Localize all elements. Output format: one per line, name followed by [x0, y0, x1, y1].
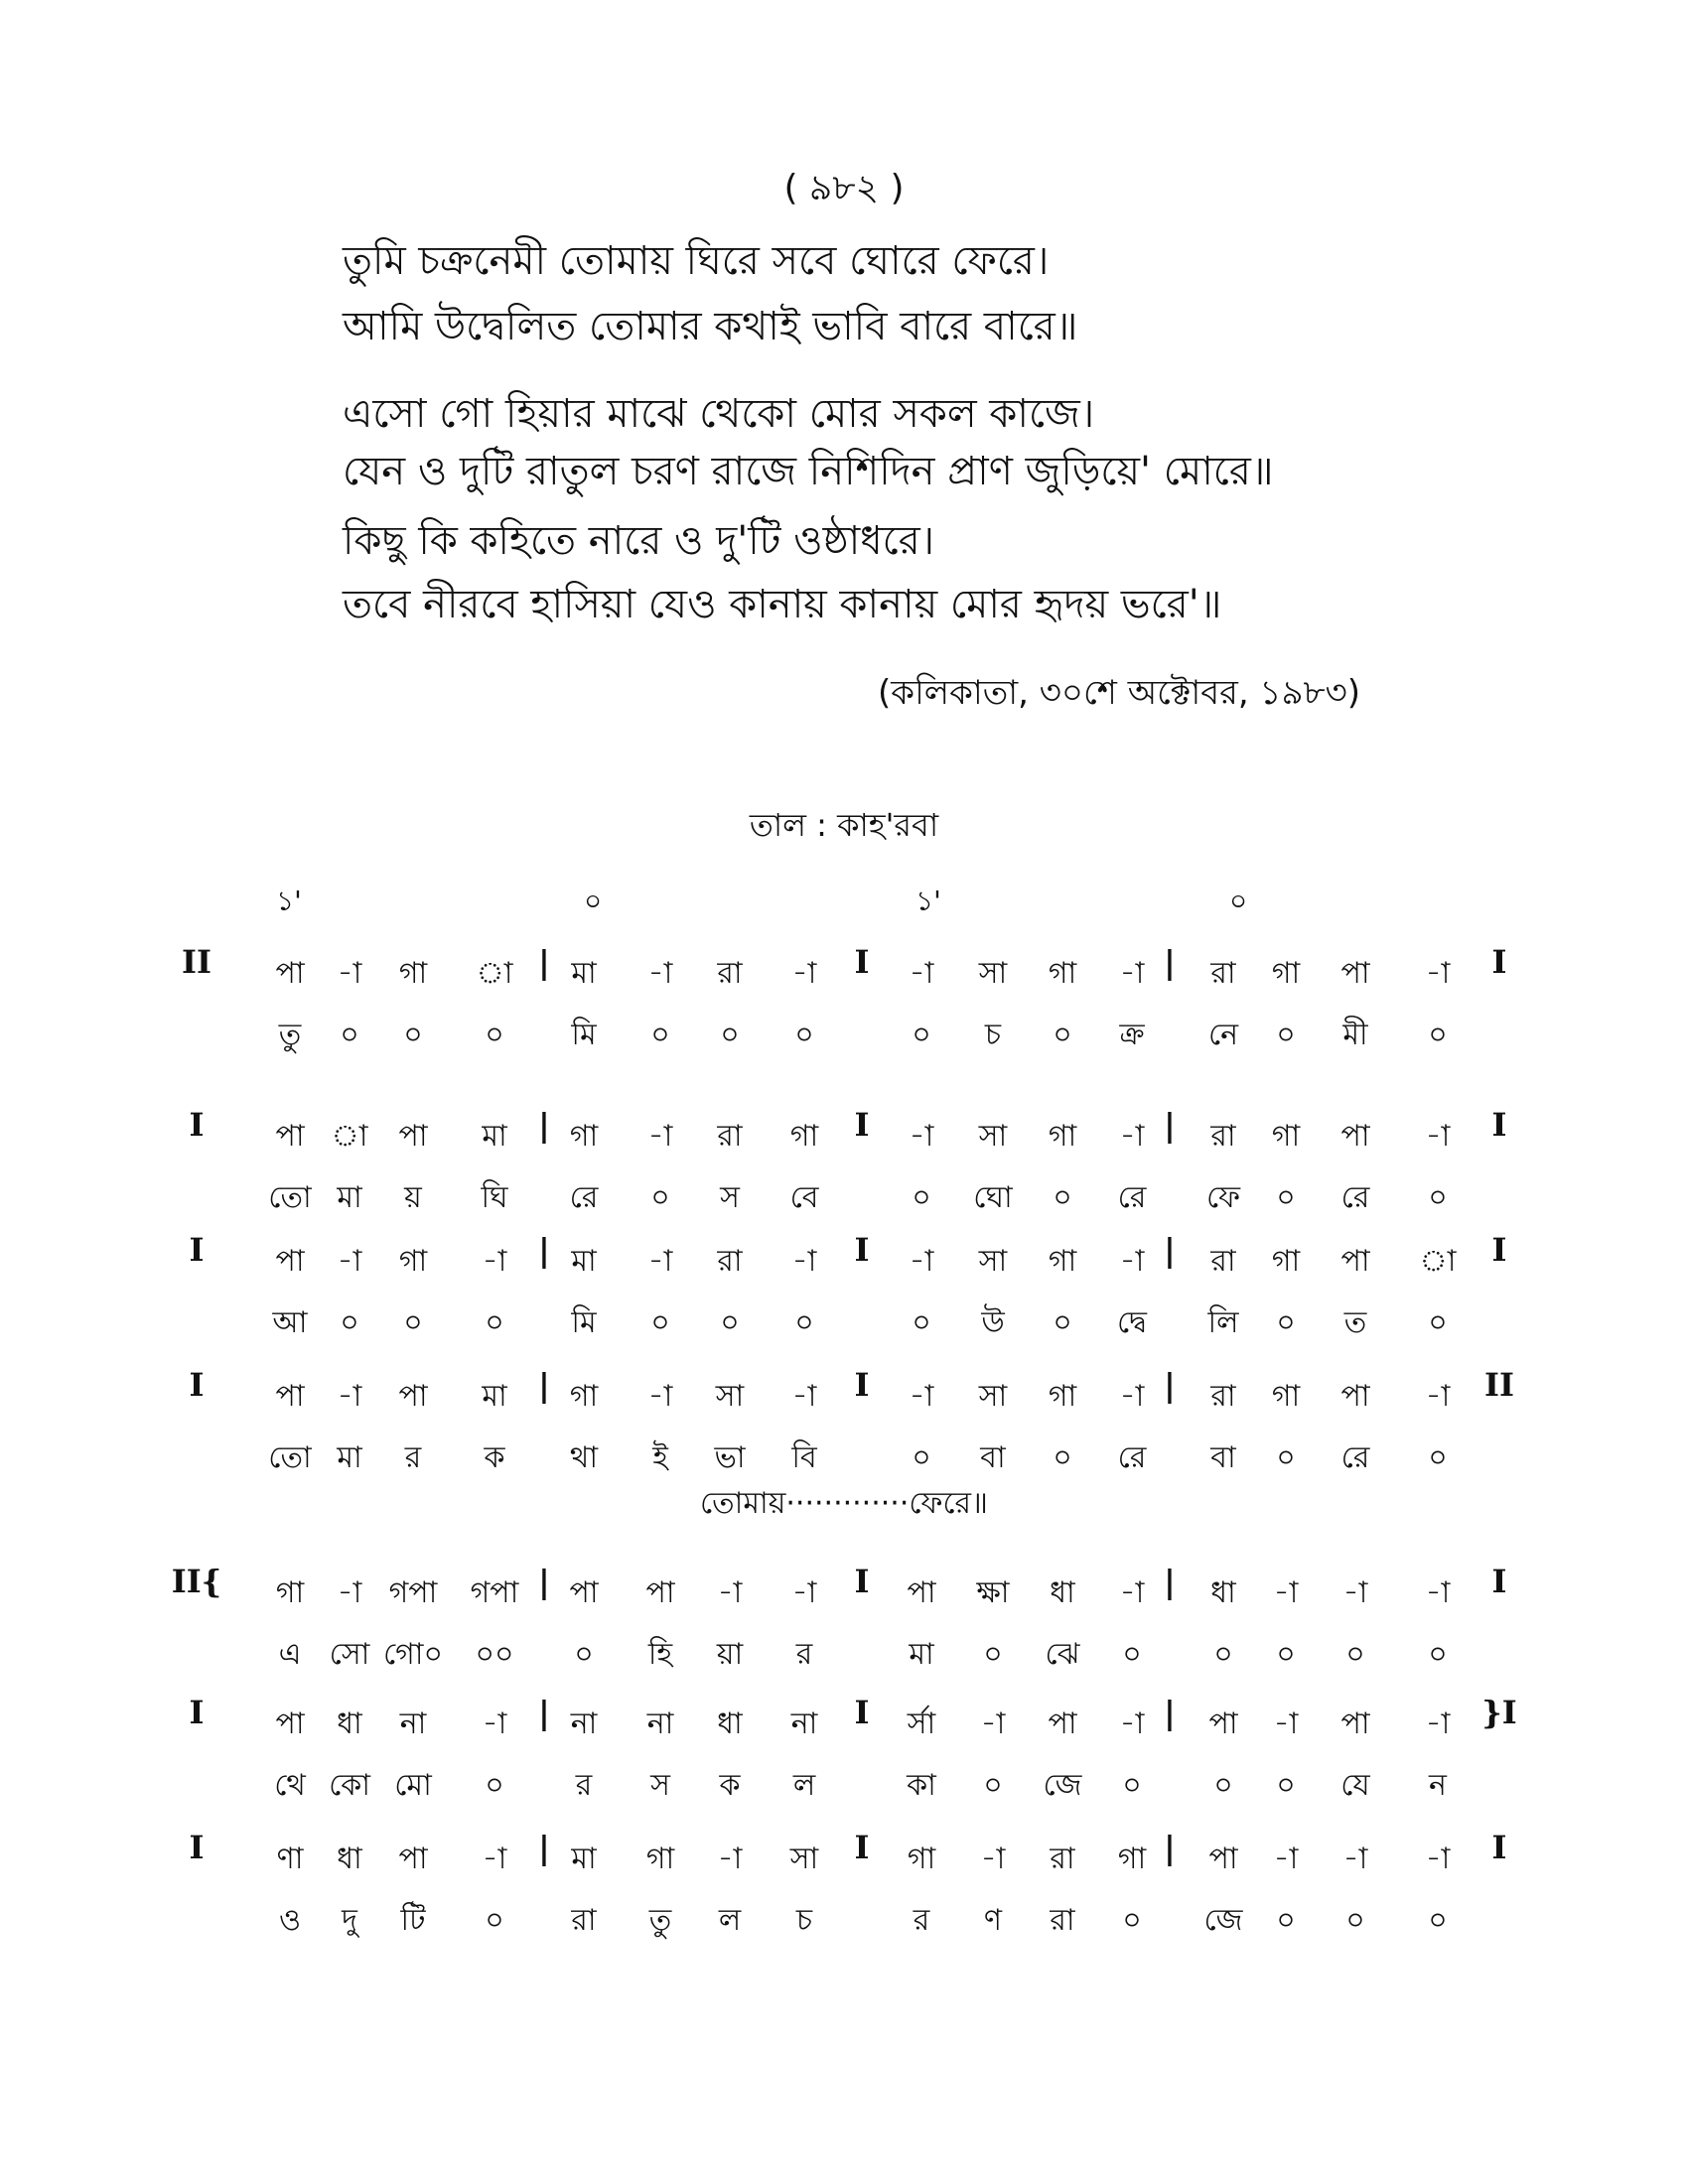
swara-note: -া	[1425, 1575, 1451, 1610]
taal-label: তাল : কাহ'রবা	[749, 806, 939, 844]
lyric-syllable: ০	[1276, 1637, 1296, 1672]
lyric-syllable: মা	[337, 1180, 362, 1215]
lyric-syllable: মী	[1342, 1018, 1368, 1052]
swara-note: -া	[1119, 1119, 1145, 1154]
lyric-syllable: ঝে	[1045, 1637, 1080, 1672]
lyric-syllable: ০	[983, 1768, 1003, 1803]
swara-note: -া	[482, 1842, 507, 1876]
lyric-syllable: রা	[571, 1903, 597, 1938]
lyric-syllable: দ্বে	[1116, 1305, 1148, 1340]
bar-line: |	[1164, 1563, 1176, 1600]
lyric-syllable: ই	[652, 1440, 668, 1475]
lyric-syllable: ও	[278, 1903, 302, 1938]
lyric-syllable: ০	[720, 1305, 740, 1340]
verse-line: তুমি চক্রনেমী তোমায় ঘিরে সবে ঘোরে ফেরে।	[343, 238, 1050, 284]
bar-line: I	[189, 1366, 205, 1404]
swara-note: -া	[647, 1379, 673, 1414]
swara-note: -া	[1273, 1706, 1299, 1741]
swara-note: -া	[717, 1842, 743, 1876]
lyric-syllable: য়	[404, 1180, 422, 1215]
swara-note: -া	[337, 1379, 362, 1414]
lyric-syllable: হি	[647, 1637, 673, 1672]
lyric-syllable: ০	[1428, 1180, 1448, 1215]
swara-note: -া	[1119, 956, 1145, 991]
swara-note: পা	[1340, 1379, 1370, 1414]
lyric-syllable: রে	[1340, 1180, 1370, 1215]
swara-note: সা	[978, 1244, 1008, 1279]
swara-note: -া	[337, 956, 362, 991]
swara-note: ধা	[1210, 1575, 1236, 1610]
swara-note: পা	[1208, 1842, 1238, 1876]
lyric-syllable: দু	[342, 1903, 357, 1938]
swara-note: পা	[398, 1379, 428, 1414]
lyric-syllable: ০	[650, 1018, 670, 1052]
swara-note: সা	[978, 1379, 1008, 1414]
lyric-syllable: তু	[278, 1018, 302, 1052]
swara-note: রা	[1210, 1379, 1236, 1414]
verse-line: এসো গো হিয়ার মাঝে থেকো মোর সকল কাজে।	[343, 391, 1095, 437]
swara-note: -া	[1425, 1379, 1451, 1414]
lyric-syllable: ত	[1343, 1305, 1367, 1340]
swara-note: -া	[482, 1244, 507, 1279]
bar-line: |	[1164, 1106, 1176, 1144]
bar-line: II{	[171, 1563, 222, 1600]
lyric-syllable: ০	[1122, 1903, 1142, 1938]
lyric-syllable: যে	[1340, 1768, 1370, 1803]
lyric-syllable: বে	[789, 1180, 819, 1215]
lyric-syllable: কা	[907, 1768, 936, 1803]
lyric-syllable: স	[720, 1180, 740, 1215]
lyric-syllable: রা	[1050, 1903, 1075, 1938]
swara-note: পা	[275, 1379, 305, 1414]
swara-note: -া	[1425, 1706, 1451, 1741]
swara-note: রা	[1210, 956, 1236, 991]
lyric-syllable: ০	[1213, 1768, 1233, 1803]
lyric-syllable: ০	[1053, 1305, 1072, 1340]
swara-note: -া	[1273, 1842, 1299, 1876]
bar-line: |	[538, 943, 550, 981]
swara-note: সা	[978, 956, 1008, 991]
lyric-syllable: তো	[268, 1440, 312, 1475]
lyric-syllable: ০	[1428, 1018, 1448, 1052]
verse-line: তবে নীরবে হাসিয়া যেও কানায় কানায় মোর হৃদয় ভরে'॥	[343, 582, 1222, 627]
bar-line: I	[189, 1829, 205, 1866]
swara-note: পা	[1208, 1706, 1238, 1741]
swara-note: -া	[337, 1575, 362, 1610]
lyric-syllable: ক্র	[1119, 1018, 1145, 1052]
lyric-syllable: ০	[1276, 1180, 1296, 1215]
swara-note: গা	[1048, 1379, 1077, 1414]
swara-note: -া	[1425, 1842, 1451, 1876]
bar-line: II	[182, 943, 211, 981]
lyric-syllable: ক	[484, 1440, 505, 1475]
swara-note: -া	[1425, 956, 1451, 991]
swara-note: মা	[482, 1119, 507, 1154]
lyric-syllable: ০	[1276, 1305, 1296, 1340]
bar-line: I	[854, 1366, 870, 1404]
swara-note: পা	[1340, 1119, 1370, 1154]
swara-note: গা	[569, 1379, 599, 1414]
swara-note: পা	[275, 1244, 305, 1279]
lyric-syllable: ০	[650, 1305, 670, 1340]
lyric-syllable: ০	[1345, 1903, 1365, 1938]
swara-note: া	[1419, 1244, 1457, 1279]
swara-note: গা	[1048, 956, 1077, 991]
lyric-syllable: ০	[983, 1637, 1003, 1672]
lyric-syllable: কো	[329, 1768, 370, 1803]
swara-note: -া	[980, 1842, 1006, 1876]
lyric-syllable: ০	[1428, 1903, 1448, 1938]
verse-line: কিছু কি কহিতে নারে ও দু'টি ওষ্ঠাধরে।	[343, 518, 935, 564]
lyric-syllable: মা	[337, 1440, 362, 1475]
verse-line: আমি উদ্বেলিত তোমার কথাই ভাবি বারে বারে॥	[343, 304, 1078, 349]
swara-note: গা	[1048, 1119, 1077, 1154]
dateline: (কলিকাতা, ৩০শে অক্টোবর, ১৯৮৩)	[878, 673, 1360, 713]
swara-note: সা	[789, 1842, 819, 1876]
swara-note: -া	[1342, 1842, 1368, 1876]
lyric-syllable: চ	[795, 1903, 813, 1938]
bar-line: I	[189, 1106, 205, 1144]
bar-line: |	[538, 1829, 550, 1866]
swara-note: মা	[571, 1842, 597, 1876]
swara-note: -া	[337, 1244, 362, 1279]
swara-note: গা	[789, 1119, 819, 1154]
lyric-syllable: নে	[1207, 1018, 1239, 1052]
lyric-syllable: ল	[718, 1903, 742, 1938]
bar-line: I	[854, 943, 870, 981]
swara-note: পা	[275, 956, 305, 991]
page-number: ( ৯৮২ )	[783, 168, 905, 208]
lyric-syllable: ক	[719, 1768, 741, 1803]
bar-line: I	[854, 1694, 870, 1731]
swara-note: মা	[482, 1379, 507, 1414]
bar-line: I	[854, 1231, 870, 1269]
swara-note: -া	[717, 1575, 743, 1610]
swara-note: -া	[1119, 1706, 1145, 1741]
swara-note: পা	[1340, 956, 1370, 991]
lyric-syllable: ভা	[714, 1440, 746, 1475]
lyric-syllable: য়া	[716, 1637, 744, 1672]
swara-note: রা	[717, 1244, 743, 1279]
lyric-syllable: ০	[912, 1018, 931, 1052]
swara-note: -া	[791, 956, 817, 991]
swara-note: -া	[909, 1244, 934, 1279]
swara-note: গপা	[388, 1575, 438, 1610]
lyric-syllable: ০	[1213, 1637, 1233, 1672]
bar-line: |	[1164, 1694, 1176, 1731]
lyric-syllable: ল	[792, 1768, 816, 1803]
lyric-syllable: রে	[569, 1180, 599, 1215]
swara-note: পা	[398, 1842, 428, 1876]
swara-note: -া	[909, 956, 934, 991]
swara-note: -া	[647, 1119, 673, 1154]
bar-line: }I	[1481, 1694, 1517, 1731]
swara-note: -া	[1425, 1119, 1451, 1154]
lyric-syllable: ০	[650, 1180, 670, 1215]
lyric-syllable: ০	[1345, 1637, 1365, 1672]
swara-note: গা	[1271, 1119, 1301, 1154]
lyric-syllable: গো০	[382, 1637, 444, 1672]
swara-note: গা	[398, 1244, 428, 1279]
lyric-syllable: ০	[912, 1305, 931, 1340]
bar-line: |	[1164, 1366, 1176, 1404]
lyric-syllable: থা	[569, 1440, 599, 1475]
swara-note: গা	[569, 1119, 599, 1154]
swara-note: ধা	[717, 1706, 743, 1741]
swara-note: -া	[647, 1244, 673, 1279]
swara-note: মা	[571, 1244, 597, 1279]
swara-note: গা	[907, 1842, 936, 1876]
swara-note: পা	[1048, 1706, 1077, 1741]
swara-note: -া	[791, 1244, 817, 1279]
swara-note: -া	[791, 1379, 817, 1414]
swara-note: া	[476, 956, 513, 991]
swara-note: গা	[1048, 1244, 1077, 1279]
lyric-syllable: ০	[1276, 1903, 1296, 1938]
lyric-syllable: ০	[1122, 1637, 1142, 1672]
lyric-syllable: থে	[274, 1768, 306, 1803]
swara-note: গা	[1117, 1842, 1147, 1876]
lyric-syllable: ফে	[1205, 1180, 1241, 1215]
bar-line: |	[1164, 1829, 1176, 1866]
lyric-syllable: ০	[912, 1440, 931, 1475]
lyric-syllable: মি	[571, 1305, 597, 1340]
bar-line: I	[1491, 1563, 1507, 1600]
swara-note: রা	[717, 1119, 743, 1154]
lyric-syllable: ০	[340, 1018, 359, 1052]
swara-note: পা	[907, 1575, 936, 1610]
tali-mark: ০	[1229, 885, 1248, 917]
lyric-syllable: ঘি	[481, 1180, 508, 1215]
swara-note: সা	[715, 1379, 745, 1414]
swara-note: পা	[645, 1575, 675, 1610]
swara-note: রা	[1210, 1244, 1236, 1279]
swara-note: রা	[1050, 1842, 1075, 1876]
swara-note: ক্ষা	[976, 1575, 1010, 1610]
lyric-syllable: ০	[1428, 1637, 1448, 1672]
lyric-syllable: ০	[1428, 1305, 1448, 1340]
lyric-syllable: ণ	[983, 1903, 1003, 1938]
lyric-syllable: র	[575, 1768, 593, 1803]
lyric-syllable: ঘো	[973, 1180, 1013, 1215]
bar-line: |	[538, 1366, 550, 1404]
bar-line: I	[189, 1231, 205, 1269]
swara-note: পা	[398, 1119, 428, 1154]
lyric-syllable: এ	[278, 1637, 302, 1672]
swara-note: গা	[398, 956, 428, 991]
swara-note: -া	[909, 1119, 934, 1154]
swara-note: মা	[571, 956, 597, 991]
lyric-syllable: চ	[984, 1018, 1002, 1052]
lyric-syllable: ০	[1122, 1768, 1142, 1803]
lyric-syllable: ০	[485, 1903, 504, 1938]
lyric-syllable: ০	[1276, 1440, 1296, 1475]
swara-note: -া	[1342, 1575, 1368, 1610]
lyric-syllable: ০	[1276, 1768, 1296, 1803]
swara-note: -া	[909, 1379, 934, 1414]
lyric-syllable: ০	[485, 1768, 504, 1803]
swara-note: -া	[980, 1706, 1006, 1741]
lyric-syllable: জে	[1043, 1768, 1082, 1803]
swara-note: -া	[1119, 1575, 1145, 1610]
lyric-syllable: টি	[400, 1903, 426, 1938]
lyric-syllable: ০	[403, 1018, 423, 1052]
bar-line: I	[854, 1829, 870, 1866]
swara-note: -া	[1119, 1244, 1145, 1279]
verse-line: যেন ও দুটি রাতুল চরণ রাজে নিশিদিন প্রাণ জুড়িয়ে' মোরে॥	[343, 449, 1274, 494]
swara-note: ণা	[276, 1842, 304, 1876]
tali-mark: ১'	[276, 885, 302, 917]
lyric-syllable: ০	[340, 1305, 359, 1340]
swara-note: না	[570, 1706, 598, 1741]
lyric-syllable: র	[795, 1637, 813, 1672]
lyric-syllable: মো	[394, 1768, 432, 1803]
lyric-syllable: সো	[329, 1637, 370, 1672]
swara-note: গা	[1271, 956, 1301, 991]
lyric-syllable: উ	[981, 1305, 1005, 1340]
tali-mark: ১'	[915, 885, 941, 917]
lyric-syllable: ০	[485, 1305, 504, 1340]
lyric-syllable: ০	[794, 1305, 814, 1340]
lyric-syllable: তু	[648, 1903, 672, 1938]
swara-note: ধা	[337, 1706, 362, 1741]
lyric-syllable: ন	[1429, 1768, 1447, 1803]
bar-line: I	[1491, 1829, 1507, 1866]
lyric-syllable: ০	[403, 1305, 423, 1340]
swara-note: া	[331, 1119, 368, 1154]
swara-note: গা	[1271, 1379, 1301, 1414]
lyric-syllable: ০	[1053, 1440, 1072, 1475]
swara-note: -া	[1273, 1575, 1299, 1610]
bar-line: I	[1491, 1106, 1507, 1144]
lyric-syllable: ০	[912, 1180, 931, 1215]
tali-mark: ০	[584, 885, 603, 917]
swara-note: গা	[275, 1575, 305, 1610]
bar-line: I	[854, 1563, 870, 1600]
lyric-syllable: মি	[571, 1018, 597, 1052]
lyric-syllable: স	[650, 1768, 670, 1803]
bar-line: |	[538, 1694, 550, 1731]
swara-note: পা	[1340, 1244, 1370, 1279]
lyric-syllable: র	[913, 1903, 930, 1938]
swara-note: পা	[275, 1706, 305, 1741]
bar-line: II	[1484, 1366, 1514, 1404]
swara-note: ধা	[1050, 1575, 1075, 1610]
lyric-syllable: রে	[1117, 1440, 1147, 1475]
swara-note: -া	[1119, 1379, 1145, 1414]
swara-note: -া	[791, 1575, 817, 1610]
swara-note: সা	[978, 1119, 1008, 1154]
lyric-syllable: আ	[272, 1305, 308, 1340]
swara-note: র্সা	[907, 1706, 936, 1741]
swara-note: গা	[645, 1842, 675, 1876]
bar-line: I	[1491, 943, 1507, 981]
swara-note: না	[646, 1706, 674, 1741]
lyric-syllable: ০	[1053, 1180, 1072, 1215]
bar-line: |	[538, 1563, 550, 1600]
swara-note: না	[790, 1706, 818, 1741]
bar-line: |	[538, 1231, 550, 1269]
swara-note: পা	[1340, 1706, 1370, 1741]
lyric-syllable: ০	[1276, 1018, 1296, 1052]
lyric-syllable: ০	[720, 1018, 740, 1052]
refrain-note: তোমায়·············ফেরে॥	[699, 1486, 988, 1521]
lyric-syllable: ০	[1053, 1018, 1072, 1052]
lyric-syllable: বা	[980, 1440, 1006, 1475]
lyric-syllable: ০	[574, 1637, 594, 1672]
lyric-syllable: ০	[794, 1018, 814, 1052]
lyric-syllable: রে	[1117, 1180, 1147, 1215]
lyric-syllable: জে	[1203, 1903, 1243, 1938]
swara-note: পা	[275, 1119, 305, 1154]
swara-note: রা	[1210, 1119, 1236, 1154]
swara-note: পা	[569, 1575, 599, 1610]
lyric-syllable: বি	[791, 1440, 817, 1475]
lyric-syllable: বা	[1210, 1440, 1236, 1475]
swara-note: রা	[717, 956, 743, 991]
swara-note: -া	[482, 1706, 507, 1741]
bar-line: |	[1164, 1231, 1176, 1269]
swara-note: গপা	[470, 1575, 519, 1610]
bar-line: |	[1164, 943, 1176, 981]
lyric-syllable: র	[404, 1440, 422, 1475]
lyric-syllable: লি	[1207, 1305, 1239, 1340]
lyric-syllable: ০	[1428, 1440, 1448, 1475]
lyric-syllable: রে	[1340, 1440, 1370, 1475]
swara-note: গা	[1271, 1244, 1301, 1279]
swara-note: না	[399, 1706, 427, 1741]
lyric-syllable: ০	[485, 1018, 504, 1052]
swara-note: ধা	[337, 1842, 362, 1876]
bar-line: I	[1491, 1231, 1507, 1269]
lyric-syllable: মা	[909, 1637, 934, 1672]
lyric-syllable: তো	[268, 1180, 312, 1215]
swara-note: -া	[647, 956, 673, 991]
bar-line: I	[854, 1106, 870, 1144]
lyric-syllable: ০০	[475, 1637, 514, 1672]
bar-line: I	[189, 1694, 205, 1731]
bar-line: |	[538, 1106, 550, 1144]
